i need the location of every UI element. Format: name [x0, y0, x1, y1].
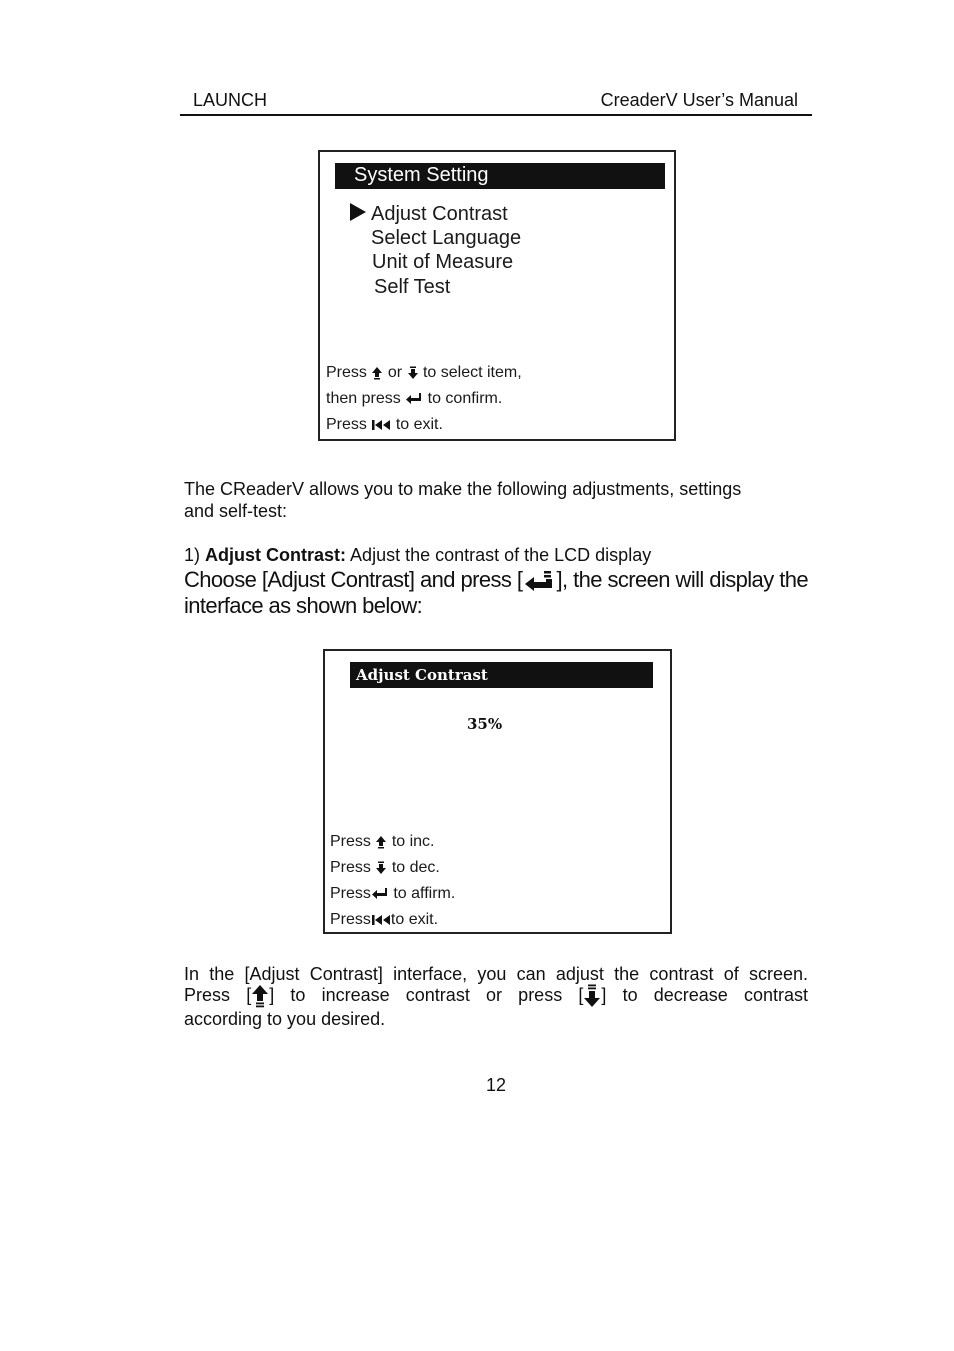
closing-text-a: Press [: [184, 985, 252, 1005]
hint-exit-2-press: Press: [330, 911, 371, 928]
item-1-title: Adjust Contrast:: [205, 545, 347, 565]
intro-paragraph: [184, 478, 809, 522]
header-left: LAUNCH: [193, 90, 268, 110]
closing-line-3: according to you desired.: [184, 1009, 386, 1029]
hint-select: [326, 364, 522, 382]
hint-exit-2-text: to exit.: [390, 911, 439, 928]
hint-exit-2: [330, 911, 438, 929]
header-rule: [180, 114, 812, 116]
back-icon: [371, 418, 391, 432]
down-key-icon: [583, 984, 601, 1008]
arrow-up-icon: [371, 366, 383, 380]
choose-line-1: [184, 567, 808, 593]
hint-dec-press: Press: [330, 859, 371, 876]
header-right: CreaderV User’s Manual: [600, 90, 798, 110]
closing-line-1: In the [Adjust Contrast] interface, you can adjust the contrast of screen.: [184, 964, 808, 984]
hint-select-text: to select item,: [422, 364, 522, 381]
hint-exit: [326, 416, 443, 434]
item-1-heading: [184, 544, 651, 566]
choose-text-a: Choose [Adjust Contrast] and press [: [184, 567, 523, 592]
system-setting-screen: [318, 150, 676, 441]
choose-text-b: ], the screen will display the: [556, 567, 808, 592]
system-setting-title: System Setting: [354, 164, 489, 186]
page-number: 12: [486, 1075, 507, 1095]
hint-inc-press: Press: [330, 833, 371, 850]
item-1-description: Adjust the contrast of the LCD display: [350, 545, 652, 565]
adjust-contrast-title: Adjust Contrast: [356, 666, 488, 684]
hint-exit-press: Press: [326, 416, 367, 433]
adjust-contrast-titlebar: [350, 662, 653, 688]
adjust-contrast-screen: [323, 649, 672, 934]
menu-item-self-test[interactable]: Self Test: [374, 276, 451, 298]
hint-confirm: [326, 390, 502, 408]
hint-exit-text: to exit.: [395, 416, 443, 433]
hint-confirm-text: to confirm.: [427, 390, 503, 407]
closing-line-2: [184, 984, 808, 1008]
hint-affirm-press: Press: [330, 885, 371, 902]
contrast-value: 35%: [467, 715, 503, 733]
choose-line-2: interface as shown below:: [184, 593, 423, 618]
enter-icon: [405, 392, 423, 406]
hint-select-press: Press: [326, 364, 367, 381]
closing-text-b: ] to increase contrast or press [: [269, 985, 584, 1005]
intro-line-1: The CReaderV allows you to make the following adjustments, settings: [184, 479, 742, 499]
hint-affirm: [330, 885, 455, 903]
hint-affirm-text: to affirm.: [393, 885, 456, 902]
arrow-down-icon: [375, 861, 387, 875]
intro-line-2: and self-test:: [184, 501, 288, 521]
system-setting-titlebar: [335, 163, 665, 189]
back-icon: [371, 913, 391, 927]
item-1-number: 1): [184, 545, 201, 565]
up-key-icon: [251, 984, 269, 1008]
hint-inc: [330, 833, 435, 851]
hint-inc-text: to inc.: [391, 833, 435, 850]
enter-key-icon: [522, 570, 556, 592]
hint-dec: [330, 859, 440, 877]
menu-item-unit-of-measure[interactable]: Unit of Measure: [372, 251, 514, 273]
hint-confirm-press: then press: [326, 390, 401, 407]
hint-dec-text: to dec.: [391, 859, 440, 876]
menu-item-select-language[interactable]: Select Language: [371, 227, 522, 249]
closing-text-c: ] to decrease contrast: [601, 985, 809, 1005]
hint-select-or: or: [387, 364, 403, 381]
arrow-down-icon: [407, 366, 419, 380]
triangle-right-icon: [348, 202, 368, 222]
arrow-up-icon: [375, 835, 387, 849]
enter-icon: [371, 887, 389, 901]
menu-item-adjust-contrast[interactable]: Adjust Contrast: [371, 203, 508, 225]
